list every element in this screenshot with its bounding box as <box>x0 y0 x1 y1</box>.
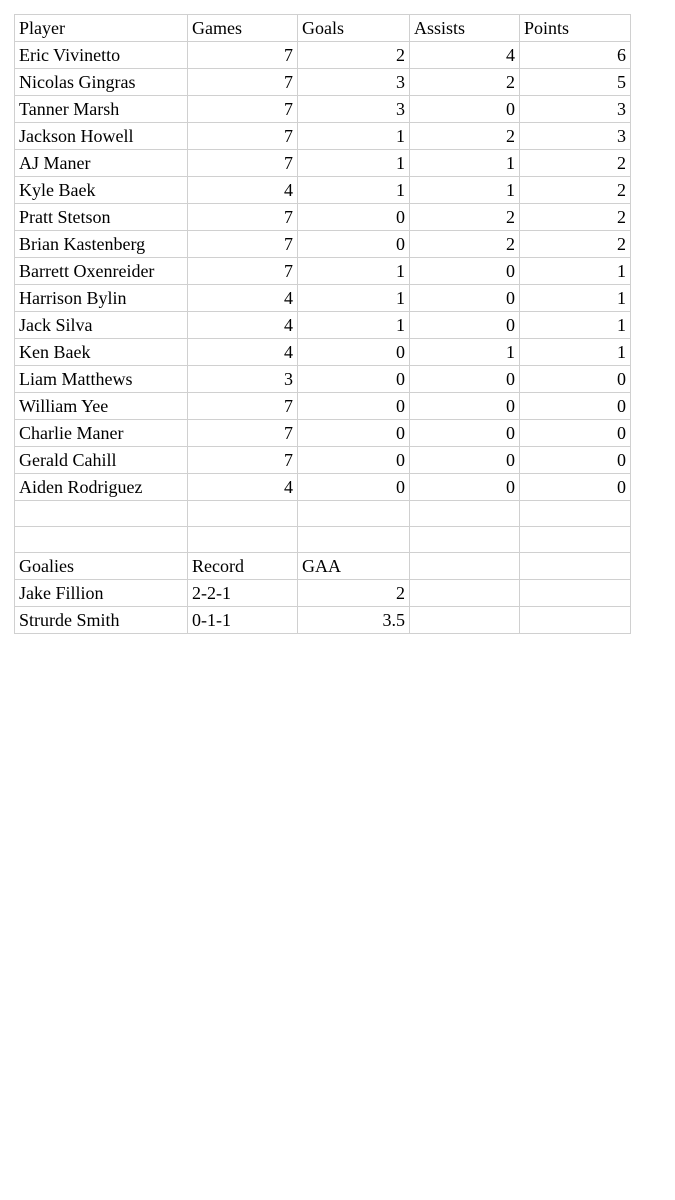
games-cell[interactable]: 4 <box>188 312 298 339</box>
player-name-cell[interactable]: Liam Matthews <box>15 366 188 393</box>
goals-cell[interactable]: 0 <box>298 393 410 420</box>
goals-cell[interactable]: 1 <box>298 177 410 204</box>
assists-cell[interactable]: 1 <box>410 150 520 177</box>
skater-row <box>15 96 631 123</box>
goals-cell[interactable]: 0 <box>298 231 410 258</box>
sheet-body <box>15 15 631 634</box>
empty-cell[interactable] <box>410 553 520 580</box>
assists-cell[interactable]: 0 <box>410 447 520 474</box>
player-name-cell[interactable]: Pratt Stetson <box>15 204 188 231</box>
assists-cell[interactable]: 0 <box>410 393 520 420</box>
goalie-name-cell[interactable]: Jake Fillion <box>15 580 188 607</box>
empty-cell[interactable] <box>298 501 410 527</box>
player-name-cell[interactable]: William Yee <box>15 393 188 420</box>
goals-cell[interactable]: 3 <box>298 96 410 123</box>
goals-cell[interactable]: 0 <box>298 447 410 474</box>
goalie-header-goalies[interactable]: Goalies <box>15 553 188 580</box>
assists-cell[interactable]: 2 <box>410 69 520 96</box>
goals-cell[interactable]: 1 <box>298 123 410 150</box>
column-header-games[interactable]: Games <box>188 15 298 42</box>
empty-cell[interactable] <box>520 553 631 580</box>
goalie-row <box>15 607 631 634</box>
games-cell[interactable]: 4 <box>188 339 298 366</box>
goalie-gaa-cell[interactable]: 3.5 <box>298 607 410 634</box>
goalie-name-cell[interactable]: Strurde Smith <box>15 607 188 634</box>
assists-cell[interactable]: 1 <box>410 339 520 366</box>
points-cell[interactable]: 2 <box>520 150 631 177</box>
games-cell[interactable]: 7 <box>188 123 298 150</box>
column-header-points[interactable]: Points <box>520 15 631 42</box>
goalie-record-cell[interactable]: 2-2-1 <box>188 580 298 607</box>
skater-row <box>15 420 631 447</box>
player-name-cell[interactable]: Jack Silva <box>15 312 188 339</box>
skater-row <box>15 366 631 393</box>
empty-cell[interactable] <box>188 501 298 527</box>
goals-cell[interactable]: 0 <box>298 339 410 366</box>
games-cell[interactable]: 7 <box>188 393 298 420</box>
assists-cell[interactable]: 0 <box>410 420 520 447</box>
points-cell[interactable]: 6 <box>520 42 631 69</box>
empty-cell[interactable] <box>15 527 188 553</box>
games-cell[interactable]: 7 <box>188 420 298 447</box>
column-header-player[interactable]: Player <box>15 15 188 42</box>
goalie-header-row <box>15 553 631 580</box>
assists-cell[interactable]: 0 <box>410 312 520 339</box>
assists-cell[interactable]: 0 <box>410 285 520 312</box>
points-cell[interactable]: 3 <box>520 96 631 123</box>
empty-cell[interactable] <box>410 607 520 634</box>
points-cell[interactable]: 1 <box>520 312 631 339</box>
blank-row <box>15 501 631 527</box>
empty-cell[interactable] <box>410 580 520 607</box>
skater-row <box>15 285 631 312</box>
goalie-gaa-cell[interactable]: 2 <box>298 580 410 607</box>
points-cell[interactable]: 5 <box>520 69 631 96</box>
player-name-cell[interactable]: Kyle Baek <box>15 177 188 204</box>
player-name-cell[interactable]: Brian Kastenberg <box>15 231 188 258</box>
points-cell[interactable]: 0 <box>520 393 631 420</box>
assists-cell[interactable]: 0 <box>410 258 520 285</box>
skater-row <box>15 69 631 96</box>
assists-cell[interactable]: 0 <box>410 474 520 501</box>
games-cell[interactable]: 7 <box>188 69 298 96</box>
goals-cell[interactable]: 0 <box>298 204 410 231</box>
goalie-record-cell[interactable]: 0-1-1 <box>188 607 298 634</box>
assists-cell[interactable]: 2 <box>410 231 520 258</box>
empty-cell[interactable] <box>520 527 631 553</box>
player-name-cell[interactable]: Gerald Cahill <box>15 447 188 474</box>
empty-cell[interactable] <box>188 527 298 553</box>
assists-cell[interactable]: 2 <box>410 204 520 231</box>
skater-row <box>15 204 631 231</box>
goals-cell[interactable]: 1 <box>298 312 410 339</box>
points-cell[interactable]: 2 <box>520 204 631 231</box>
skater-row <box>15 258 631 285</box>
skater-row <box>15 474 631 501</box>
empty-cell[interactable] <box>520 580 631 607</box>
points-cell[interactable]: 0 <box>520 420 631 447</box>
goals-cell[interactable]: 1 <box>298 258 410 285</box>
goals-cell[interactable]: 3 <box>298 69 410 96</box>
empty-cell[interactable] <box>15 501 188 527</box>
games-cell[interactable]: 7 <box>188 150 298 177</box>
assists-cell[interactable]: 1 <box>410 177 520 204</box>
empty-cell[interactable] <box>410 501 520 527</box>
empty-cell[interactable] <box>410 527 520 553</box>
points-cell[interactable]: 1 <box>520 339 631 366</box>
player-name-cell[interactable]: Jackson Howell <box>15 123 188 150</box>
goals-cell[interactable]: 1 <box>298 285 410 312</box>
points-cell[interactable]: 1 <box>520 258 631 285</box>
goals-cell[interactable]: 1 <box>298 150 410 177</box>
games-cell[interactable]: 7 <box>188 96 298 123</box>
column-header-goals[interactable]: Goals <box>298 15 410 42</box>
skater-row <box>15 447 631 474</box>
player-name-cell[interactable]: Ken Baek <box>15 339 188 366</box>
player-name-cell[interactable]: AJ Maner <box>15 150 188 177</box>
player-name-cell[interactable]: Eric Vivinetto <box>15 42 188 69</box>
player-name-cell[interactable]: Charlie Maner <box>15 420 188 447</box>
stats-spreadsheet <box>14 14 631 634</box>
games-cell[interactable]: 7 <box>188 204 298 231</box>
games-cell[interactable]: 7 <box>188 447 298 474</box>
points-cell[interactable]: 0 <box>520 366 631 393</box>
skater-row <box>15 231 631 258</box>
player-name-cell[interactable]: Nicolas Gingras <box>15 69 188 96</box>
player-name-cell[interactable]: Tanner Marsh <box>15 96 188 123</box>
assists-cell[interactable]: 2 <box>410 123 520 150</box>
goalie-row <box>15 580 631 607</box>
column-header-assists[interactable]: Assists <box>410 15 520 42</box>
games-cell[interactable]: 7 <box>188 42 298 69</box>
assists-cell[interactable]: 0 <box>410 366 520 393</box>
empty-cell[interactable] <box>520 501 631 527</box>
skater-row <box>15 339 631 366</box>
skater-row <box>15 42 631 69</box>
goals-cell[interactable]: 0 <box>298 366 410 393</box>
points-cell[interactable]: 3 <box>520 123 631 150</box>
player-name-cell[interactable]: Harrison Bylin <box>15 285 188 312</box>
points-cell[interactable]: 0 <box>520 447 631 474</box>
goalie-header-record[interactable]: Record <box>188 553 298 580</box>
goals-cell[interactable]: 2 <box>298 42 410 69</box>
games-cell[interactable]: 4 <box>188 177 298 204</box>
skater-row <box>15 123 631 150</box>
skater-row <box>15 312 631 339</box>
skater-row <box>15 393 631 420</box>
blank-row <box>15 527 631 553</box>
player-name-cell[interactable]: Barrett Oxenreider <box>15 258 188 285</box>
games-cell[interactable]: 7 <box>188 258 298 285</box>
goals-cell[interactable]: 0 <box>298 474 410 501</box>
skater-header-row <box>15 15 631 42</box>
skater-row <box>15 177 631 204</box>
player-name-cell[interactable]: Aiden Rodriguez <box>15 474 188 501</box>
points-cell[interactable]: 1 <box>520 285 631 312</box>
games-cell[interactable]: 4 <box>188 474 298 501</box>
games-cell[interactable]: 7 <box>188 231 298 258</box>
points-cell[interactable]: 2 <box>520 231 631 258</box>
empty-cell[interactable] <box>298 527 410 553</box>
goalie-header-gaa[interactable]: GAA <box>298 553 410 580</box>
skater-row <box>15 150 631 177</box>
games-cell[interactable]: 4 <box>188 285 298 312</box>
empty-cell[interactable] <box>520 607 631 634</box>
goals-cell[interactable]: 0 <box>298 420 410 447</box>
assists-cell[interactable]: 0 <box>410 96 520 123</box>
points-cell[interactable]: 0 <box>520 474 631 501</box>
assists-cell[interactable]: 4 <box>410 42 520 69</box>
games-cell[interactable]: 3 <box>188 366 298 393</box>
points-cell[interactable]: 2 <box>520 177 631 204</box>
